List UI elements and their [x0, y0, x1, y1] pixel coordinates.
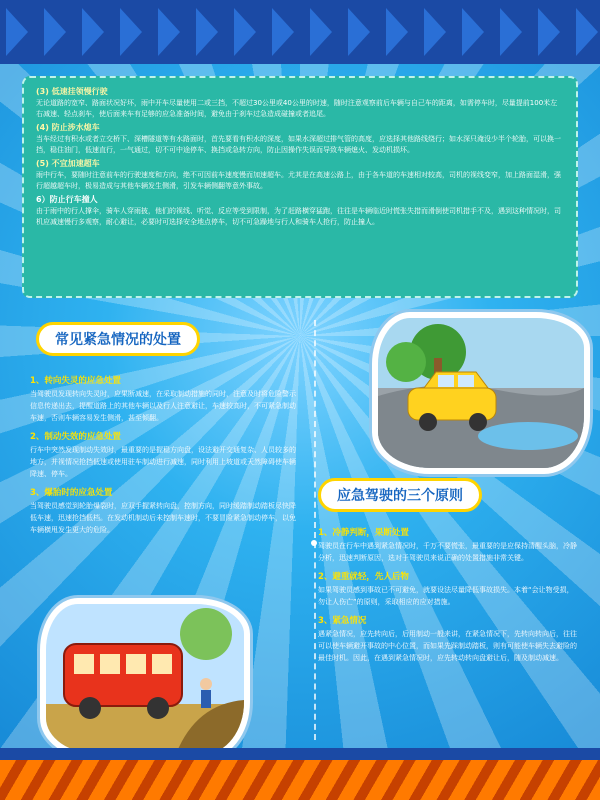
section-title: 6）防止行车撞人: [36, 195, 98, 204]
list-item-body: 当驾驶员发现转向失灵时，应果断减速，在采取制动措施的同时，注意及时将危险警示信息传递出去，提醒道路上的其他车辆以及行人注意避让，车速较高时，不可紧急制动车速，否则车辆容易发生侧滑，甚至倾翻。: [30, 390, 296, 422]
chevron-arrow-icon: [538, 8, 560, 56]
list-item-title: 1、冷静判断，果断处置: [318, 528, 409, 538]
emergency-principles-list: [318, 526, 580, 670]
chevron-arrow-icon: [272, 8, 294, 56]
chevron-arrow-icon: [310, 8, 332, 56]
section-title: (3) 低速挂领慢行驶: [36, 87, 108, 96]
divider-dot: [311, 540, 317, 546]
list-item-body: 当驾驶员感觉到轮胎爆裂时，应双手握紧转向盘，控制方向，同时缓踏制动踏板尽快降低车速，迅速抢挡低档。在发动机制动后未控制车速时，不要冒险紧急制动停车，以免车辆横甩发生更大的危险。: [30, 502, 296, 534]
chevron-arrow-icon: [120, 8, 142, 56]
heading-text: 应急驾驶的三个原则: [337, 488, 463, 504]
list-item-title: 3、紧急情况: [318, 616, 367, 626]
person-icon: [200, 678, 212, 708]
section-body: 由于雨中的行人撑伞，骑车人穿雨披，他们的视线、听觉、反应等受到限制，为了赶路横穿猛跑，往往是车辆临近时慌张失措而滑倒使司机措手不及，遇到这种情况时，司机应减速慢行多观察，耐心避让，必要时可选择安全地点停车，切不可急躁地与行人和骑车人抢行，防止撞人。: [36, 207, 561, 226]
list-item-body: 行车中突然发现制动失效时，最重要的是握稳方向盘，设法避开交通复杂、人员较多的地方，并视情况抢挡低速或使用驻车制动进行减速，同时利用上坡道或天然障碍使车辆降速、停车。: [30, 446, 296, 478]
red-bus-illustration: [40, 598, 250, 760]
list-item-body: 驾驶员在行车中遇到紧急情况时，千万不要慌张，最重要的是应保持清醒头脑，冷静分析，迅速判断原因，选对于驾驶员来说正确的处置措施非常关键。: [318, 542, 577, 562]
chevron-arrow-icon: [500, 8, 522, 56]
bottom-stripe-band: [0, 760, 600, 800]
section-title: (5) 不宜加速超车: [36, 159, 100, 168]
list-item-title: 2、避重就轻，先人后物: [318, 572, 409, 582]
emergency-handling-list: [30, 374, 302, 542]
section-title: (4) 防止涉水熄车: [36, 123, 100, 132]
list-item-body: 遇紧急情况，应先转向后，后用制动一般来讲，在紧急情况下，先转向转向后，往往可以使车辆避开事故的中心位置，而如果先踩制动踏板，则有可能使车辆失去避险的最佳时机。因此，在遇到紧急情况时，应先转动转向盘避让后，随及制动减速。: [318, 630, 577, 662]
chevron-arrow-icon: [348, 8, 370, 56]
section-body: 雨中行车，要随时注意前车的行驶速度和方向，绝不可因前车速度慢而加速超车。尤其是在高速公路上，由于各车道的车速相对较高，司机的视线变窄，加上路面湿滑，强行超越超车时，极易造成与其他车辆发生侧滑，引发车辆侧翻等意外事故。: [36, 171, 561, 190]
chevron-arrow-icon: [234, 8, 256, 56]
chevron-arrow-icon: [44, 8, 66, 56]
car-scene-svg: [378, 318, 584, 468]
list-item-title: 1、转向失灵的应急处置: [30, 376, 121, 386]
top-chevron-band: [0, 0, 600, 64]
dashed-divider: [314, 320, 316, 740]
chevron-arrow-icon: [82, 8, 104, 56]
section-body: 当车经过有积水或者立交桥下、深槽隧道等有水路面时，首先要看有积水的深度，如果水深超过排气管的高度，应选择其他路线绕行；如水深只淹没少半个轮胎，可以换一挡，稳住油门，低速直行，一气通过，切不可中途停车、换挡或急转方向，防止因操作失误而导致车辆熄火、发动机损坏。: [36, 135, 561, 154]
list-item-title: 3、爆胎时的应急处置: [30, 488, 113, 498]
bus-scene-svg: [46, 604, 244, 754]
emergency-handling-heading: [36, 322, 200, 356]
chevron-arrow-icon: [6, 8, 28, 56]
chevron-arrow-icon: [424, 8, 446, 56]
yellow-car-illustration: [372, 312, 590, 474]
chevron-arrow-icon: [158, 8, 180, 56]
emergency-principles-heading: [318, 478, 482, 512]
chevron-arrow-icon: [386, 8, 408, 56]
list-item-title: 2、制动失效的应急处置: [30, 432, 121, 442]
chevron-arrow-icon: [576, 8, 598, 56]
chevron-arrow-icon: [196, 8, 218, 56]
heading-text: 常见紧急情况的处置: [55, 332, 181, 348]
list-item-body: 如果驾驶员感到事故已不可避免，就要设法尽量降低事故损失。本着“会让物受损，勿让人伤亡”的原则，采取相应的应对措施。: [318, 586, 574, 606]
rainy-driving-tips-box: [22, 76, 578, 298]
chevron-arrow-icon: [462, 8, 484, 56]
section-body: 无论道路的宽窄、路面状况好坏，雨中开车尽量使用二或三挡，不超过30公里或40公里的时速，随时注意观察前后车辆与自己车的距离，如需停车时，尽量提前100米左右减速、轻点刹车，使后面来车有足够的应急准备时间，避免由于刹车过急造成碰撞或者追尾。: [36, 99, 558, 118]
